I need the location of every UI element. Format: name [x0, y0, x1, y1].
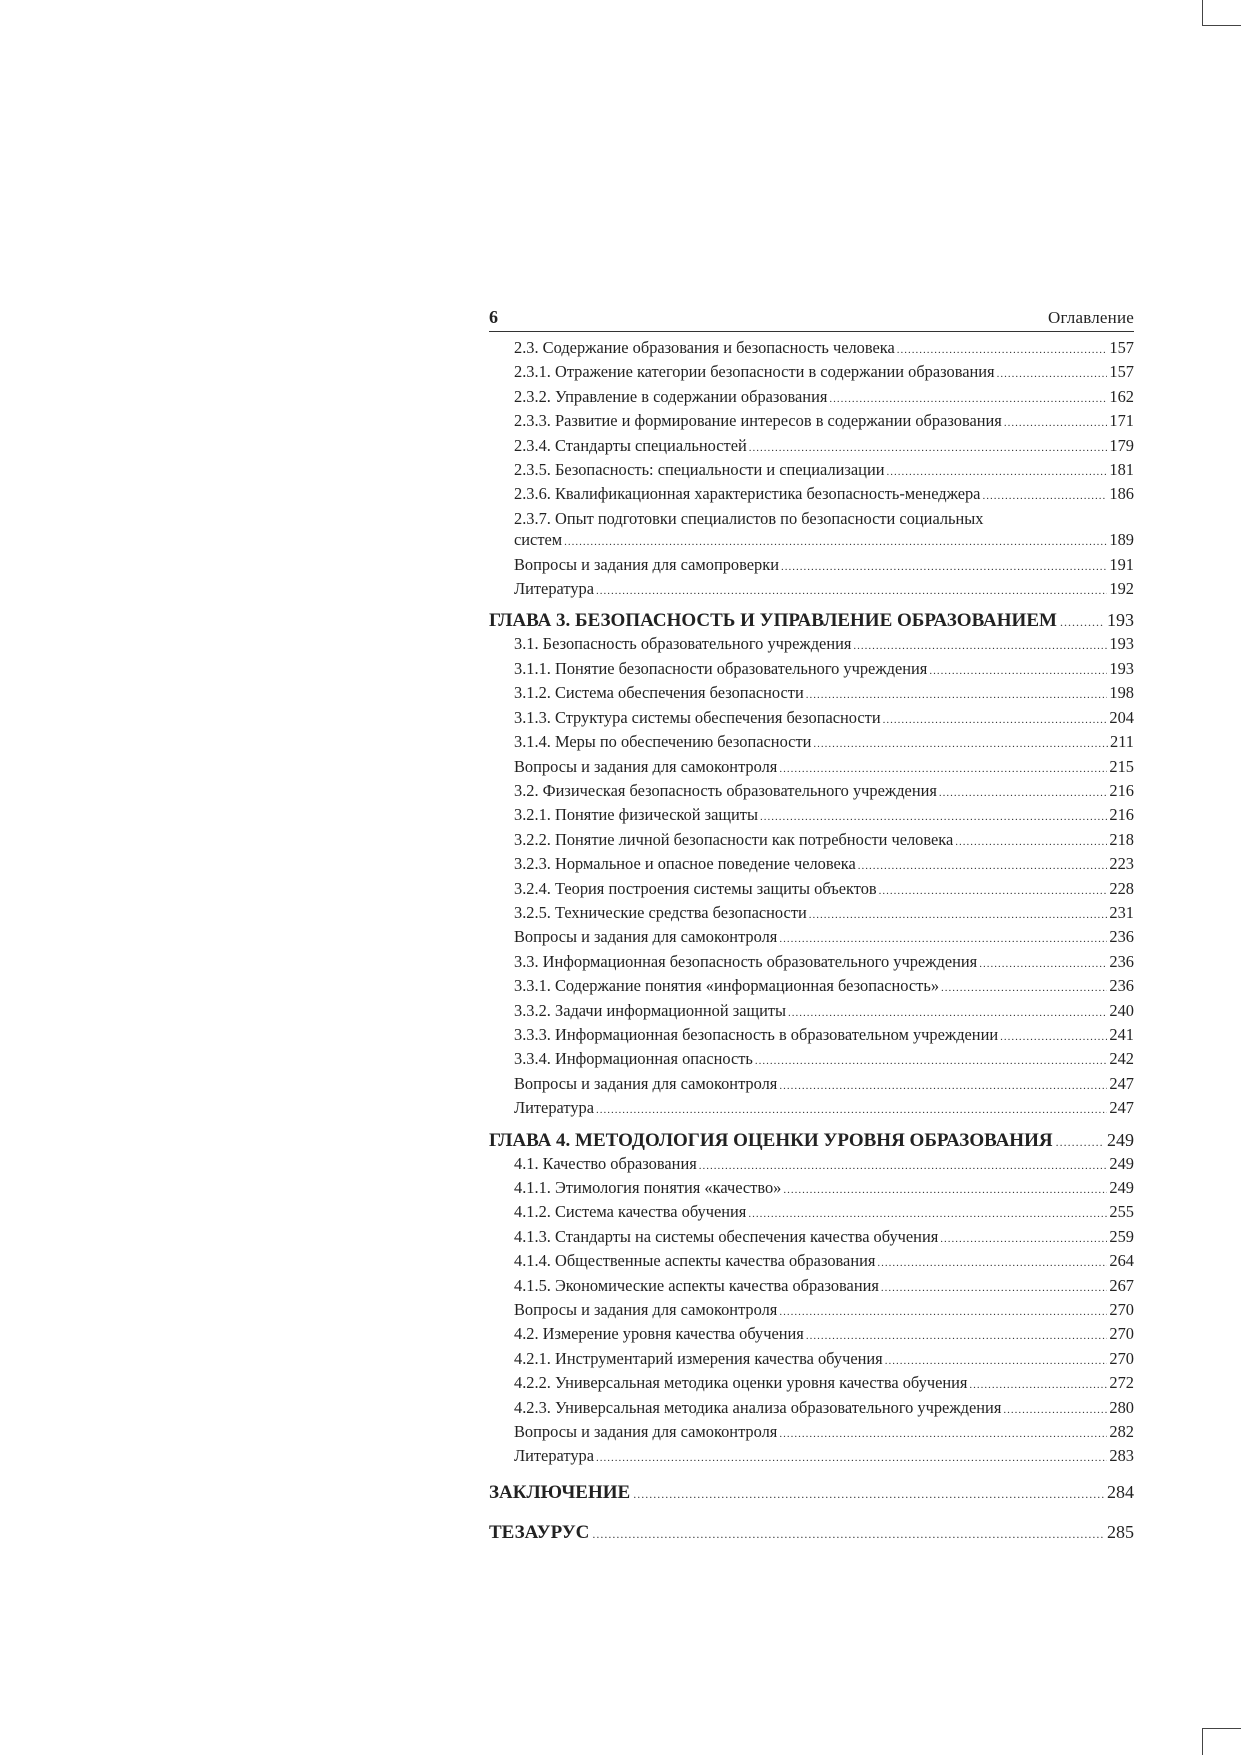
toc-entry[interactable] [489, 1097, 1134, 1121]
toc-entry[interactable] [489, 1201, 1134, 1225]
dot-leader [806, 682, 1108, 706]
toc-entry[interactable] [489, 878, 1134, 902]
toc-entry-title: 4.2. Измерение уровня качества обучения [514, 1324, 804, 1344]
toc-entry-page: 247 [1109, 1073, 1134, 1093]
conclusion-title: ЗАКЛЮЧЕНИЕ [489, 1481, 631, 1503]
toc-entry-title: 3.1.2. Система обеспечения безопасности [514, 683, 804, 703]
toc-entry-title: 2.3. Содержание образования и безопасность человека [514, 338, 895, 357]
toc-entry-page: 241 [1109, 1024, 1134, 1044]
crop-mark-bottom-vertical [1202, 1728, 1203, 1755]
toc-entry-page: 218 [1109, 829, 1134, 849]
toc-entry[interactable] [489, 633, 1134, 657]
toc-entry-page: 179 [1109, 435, 1134, 455]
dot-leader [596, 1445, 1107, 1469]
dot-leader [955, 829, 1107, 853]
chapter-title: ГЛАВА 3. БЕЗОПАСНОСТЬ И УПРАВЛЕНИЕ ОБРАЗОВАНИЕМ [489, 610, 1057, 632]
dot-leader [779, 1299, 1107, 1323]
toc-entry-title-line2: систем [514, 530, 563, 550]
toc-entry-page: 191 [1109, 554, 1134, 574]
toc-entry[interactable] [489, 1250, 1134, 1274]
toc-entry[interactable] [489, 1397, 1134, 1421]
toc-entry-title: 3.2.5. Технические средства безопасности [514, 902, 807, 922]
toc-entry[interactable] [489, 361, 1134, 385]
dot-leader [809, 902, 1108, 926]
toc-entry[interactable] [489, 1073, 1134, 1097]
toc-entry-page: 249 [1109, 1178, 1134, 1197]
chapter-page: 249 [1107, 1129, 1134, 1150]
toc-entry[interactable] [489, 731, 1134, 755]
toc-entry-title: 3.1.1. Понятие безопасности образовательного учреждения [514, 658, 928, 678]
dot-leader [997, 361, 1108, 385]
toc-entry[interactable] [489, 1299, 1134, 1323]
page-number: 6 [489, 307, 498, 327]
toc-entry[interactable] [489, 902, 1134, 926]
toc-entry[interactable] [489, 1000, 1134, 1024]
dot-leader [806, 1323, 1108, 1347]
crop-mark-bottom-horizontal [1202, 1728, 1241, 1729]
toc-entry-title: 3.3.4. Информационная опасность [514, 1049, 753, 1069]
toc-entry-title: 3.1. Безопасность образовательного учреждения [514, 634, 852, 654]
toc-entry[interactable] [489, 682, 1134, 706]
toc-entry-title: 3.3.1. Содержание понятия «информационная безопасность» [514, 976, 940, 996]
toc-entry[interactable] [489, 1421, 1134, 1445]
thesaurus-heading[interactable] [489, 1521, 1134, 1545]
toc-entry-title: Литература [514, 1098, 594, 1118]
toc-entry-title: Вопросы и задания для самоконтроля [514, 1422, 778, 1442]
toc-entry-page: 204 [1109, 707, 1134, 727]
toc-entry-title: Вопросы и задания для самоконтроля [514, 927, 778, 947]
dot-leader [783, 1177, 1107, 1201]
toc-entry[interactable] [489, 658, 1134, 682]
conclusion-page: 284 [1107, 1481, 1134, 1502]
toc-entry[interactable] [489, 853, 1134, 877]
dot-leader [781, 554, 1107, 578]
toc-entry[interactable] [489, 337, 1134, 361]
toc-entry-page: 216 [1109, 805, 1134, 825]
toc-entry-title: 3.2.3. Нормальное и опасное поведение человека [514, 854, 856, 874]
dot-leader [749, 435, 1108, 459]
toc-group-3 [489, 633, 1134, 1121]
dot-leader [813, 731, 1108, 755]
toc-entry-title: 2.3.3. Развитие и формирование интересов в содержании образования [514, 411, 1002, 431]
dot-leader [982, 483, 1107, 507]
toc-entry-page: 157 [1109, 338, 1134, 357]
toc-entry-title: 4.1.4. Общественные аспекты качества образования [514, 1251, 876, 1271]
dot-leader [979, 951, 1107, 975]
toc-entry-title: 3.3.2. Задачи информационной защиты [514, 1000, 787, 1020]
page-header [489, 302, 1134, 332]
dot-leader [755, 1048, 1108, 1072]
toc-entry[interactable] [489, 386, 1134, 410]
dot-leader [929, 658, 1107, 682]
dot-leader [779, 926, 1107, 950]
toc-entry[interactable] [489, 1024, 1134, 1048]
toc-entry-page: 236 [1109, 976, 1134, 996]
toc-entry[interactable] [489, 1275, 1134, 1299]
dot-leader [1056, 1130, 1104, 1153]
dot-leader [592, 1522, 1104, 1545]
conclusion-heading[interactable] [489, 1481, 1134, 1505]
chapter-4-heading[interactable] [489, 1129, 1134, 1153]
toc-entry-page: 231 [1109, 902, 1134, 922]
toc-entry-title: 4.1.1. Этимология понятия «качество» [514, 1178, 782, 1197]
dot-leader [883, 707, 1108, 731]
toc-entry[interactable] [489, 829, 1134, 853]
toc-entry[interactable] [489, 1153, 1134, 1177]
toc-entry[interactable] [489, 508, 1134, 554]
book-page [489, 302, 1134, 1545]
toc-entry-page: 272 [1109, 1373, 1134, 1393]
toc-entry-title: 3.2.1. Понятие физической защиты [514, 805, 758, 825]
toc-entry-title: Литература [514, 579, 594, 599]
toc-entry-title: 4.1. Качество образования [514, 1153, 697, 1173]
toc-entry-page: 189 [1109, 530, 1134, 550]
dot-leader [1000, 1024, 1107, 1048]
toc-entry-page: 193 [1109, 634, 1134, 654]
toc-entry-title: Вопросы и задания для самопроверки [514, 554, 779, 574]
dot-leader [853, 633, 1107, 657]
toc-entry-title: 4.2.2. Универсальная методика оценки уровня качества обучения [514, 1373, 968, 1393]
toc-entry-title: 3.3.3. Информационная безопасность в образовательном учреждении [514, 1024, 999, 1044]
chapter-title: ГЛАВА 4. МЕТОДОЛОГИЯ ОЦЕНКИ УРОВНЯ ОБРАЗОВАНИЯ [489, 1129, 1053, 1151]
toc-entry[interactable] [489, 483, 1134, 507]
toc-entry-page: 211 [1110, 732, 1134, 752]
toc-entry[interactable] [489, 1445, 1134, 1469]
toc-entry[interactable] [489, 926, 1134, 950]
toc-entry-title: 3.3. Информационная безопасность образовательного учреждения [514, 951, 978, 971]
toc-entry-page: 181 [1109, 460, 1134, 480]
toc-entry[interactable] [489, 756, 1134, 780]
thesaurus-page: 285 [1107, 1521, 1134, 1542]
crop-mark-top-vertical [1202, 0, 1203, 26]
dot-leader [564, 529, 1107, 553]
toc-entry-title: 4.1.5. Экономические аспекты качества образования [514, 1275, 879, 1295]
toc-entry-page: 242 [1109, 1049, 1134, 1069]
toc-entry[interactable] [489, 707, 1134, 731]
dot-leader [881, 1275, 1108, 1299]
toc-entry-page: 216 [1109, 780, 1134, 800]
toc-entry-page: 162 [1109, 386, 1134, 406]
chapter-3-heading[interactable] [489, 609, 1134, 633]
toc-entry-page: 283 [1109, 1446, 1134, 1466]
toc-entry-line2 [514, 529, 1134, 553]
toc-entry-page: 192 [1109, 579, 1134, 599]
toc-entry-page: 247 [1109, 1098, 1134, 1118]
toc-entry-title: 2.3.2. Управление в содержании образования [514, 386, 828, 406]
toc-entry-title-line1: 2.3.7. Опыт подготовки специалистов по безопасности социальных [514, 508, 984, 528]
toc-entry-title: Литература [514, 1446, 594, 1466]
toc-entry-page: 198 [1109, 683, 1134, 703]
toc-entry-title: 3.1.3. Структура системы обеспечения безопасности [514, 707, 881, 727]
toc-entry[interactable] [489, 1226, 1134, 1250]
dot-leader [633, 1482, 1104, 1505]
dot-leader [879, 878, 1108, 902]
dot-leader [1003, 1397, 1107, 1421]
toc-entry-title: Вопросы и задания для самоконтроля [514, 1300, 778, 1320]
toc-entry[interactable] [489, 410, 1134, 434]
toc-entry-page: 270 [1109, 1348, 1134, 1368]
toc-entry-page: 236 [1109, 927, 1134, 947]
toc-entry[interactable] [489, 1048, 1134, 1072]
toc-entry-page: 171 [1109, 411, 1134, 431]
toc-entry-title: 3.2. Физическая безопасность образовательного учреждения [514, 780, 937, 800]
dot-leader [877, 1250, 1107, 1274]
toc-entry[interactable] [489, 435, 1134, 459]
toc-entry-page: 267 [1109, 1275, 1134, 1295]
toc-entry-page: 193 [1109, 658, 1134, 678]
toc-entry-page: 186 [1109, 484, 1134, 504]
dot-leader [779, 1421, 1107, 1445]
toc-entry[interactable] [489, 951, 1134, 975]
dot-leader [1004, 410, 1108, 434]
toc-entry-page: 259 [1109, 1226, 1134, 1246]
dot-leader [885, 1348, 1108, 1372]
toc-entry-title: 4.2.1. Инструментарий измерения качества обучения [514, 1348, 883, 1368]
toc-entry-title: 4.1.2. Система качества обучения [514, 1202, 747, 1222]
thesaurus-title: ТЕЗАУРУС [489, 1521, 590, 1543]
dot-leader [829, 386, 1107, 410]
toc-entry[interactable] [489, 975, 1134, 999]
dot-leader [939, 780, 1107, 804]
toc-entry-page: 236 [1109, 951, 1134, 971]
toc-entry-title: 4.2.3. Универсальная методика анализа образовательного учреждения [514, 1397, 1002, 1417]
toc-entry[interactable] [489, 1372, 1134, 1396]
running-head: Оглавление [1048, 308, 1134, 327]
toc-entry-page: 249 [1109, 1153, 1134, 1173]
toc-entry[interactable] [489, 554, 1134, 578]
toc-entry-title: 3.2.2. Понятие личной безопасности как потребности человека [514, 829, 954, 849]
toc-entry-page: 280 [1109, 1397, 1134, 1417]
toc-entry[interactable] [489, 459, 1134, 483]
dot-leader [1060, 610, 1104, 633]
toc-group-2-3 [489, 337, 1134, 508]
toc-entry[interactable] [489, 1177, 1134, 1201]
toc-entry-page: 282 [1109, 1422, 1134, 1442]
dot-leader [941, 975, 1107, 999]
toc-entry[interactable] [489, 780, 1134, 804]
toc-entry-title: 3.2.4. Теория построения системы защиты объектов [514, 878, 877, 898]
toc-entry-page: 255 [1109, 1202, 1134, 1222]
toc-entry-page: 270 [1109, 1300, 1134, 1320]
dot-leader [760, 804, 1107, 828]
toc-entry-title: 3.1.4. Меры по обеспечению безопасности [514, 732, 812, 752]
toc-entry[interactable] [489, 1348, 1134, 1372]
dot-leader [779, 1073, 1107, 1097]
dot-leader [969, 1372, 1107, 1396]
dot-leader [779, 756, 1107, 780]
toc-group-4 [489, 1153, 1134, 1470]
toc-entry[interactable] [489, 1323, 1134, 1347]
toc-entry-page: 223 [1109, 854, 1134, 874]
table-of-contents [489, 337, 1134, 1545]
chapter-page: 193 [1107, 610, 1134, 631]
toc-entry-page: 157 [1109, 362, 1134, 382]
toc-entry-title: 2.3.4. Стандарты специальностей [514, 435, 747, 455]
toc-entry-title: 2.3.6. Квалификационная характеристика безопасность-менеджера [514, 484, 981, 504]
dot-leader [788, 1000, 1107, 1024]
crop-mark-top-horizontal [1202, 25, 1241, 26]
dot-leader [748, 1201, 1107, 1225]
toc-entry-title: 2.3.1. Отражение категории безопасности в содержании образования [514, 362, 995, 382]
toc-entry-page: 215 [1109, 756, 1134, 776]
toc-entry-title: Вопросы и задания для самоконтроля [514, 1073, 778, 1093]
toc-entry-page: 240 [1109, 1000, 1134, 1020]
toc-entry-title: Вопросы и задания для самоконтроля [514, 756, 778, 776]
dot-leader [699, 1153, 1108, 1177]
toc-entry[interactable] [489, 804, 1134, 828]
toc-entry-page: 264 [1109, 1251, 1134, 1271]
toc-entry[interactable] [489, 578, 1134, 602]
dot-leader [887, 459, 1108, 483]
toc-entry-title: 2.3.5. Безопасность: специальности и специализации [514, 460, 885, 480]
toc-entry-page: 228 [1109, 878, 1134, 898]
dot-leader [596, 578, 1107, 602]
dot-leader [596, 1097, 1107, 1121]
toc-group-2-end [489, 554, 1134, 603]
dot-leader [858, 853, 1108, 877]
dot-leader [940, 1226, 1107, 1250]
toc-entry-page: 270 [1109, 1324, 1134, 1344]
toc-entry-title: 4.1.3. Стандарты на системы обеспечения качества обучения [514, 1226, 939, 1246]
dot-leader [897, 337, 1108, 361]
